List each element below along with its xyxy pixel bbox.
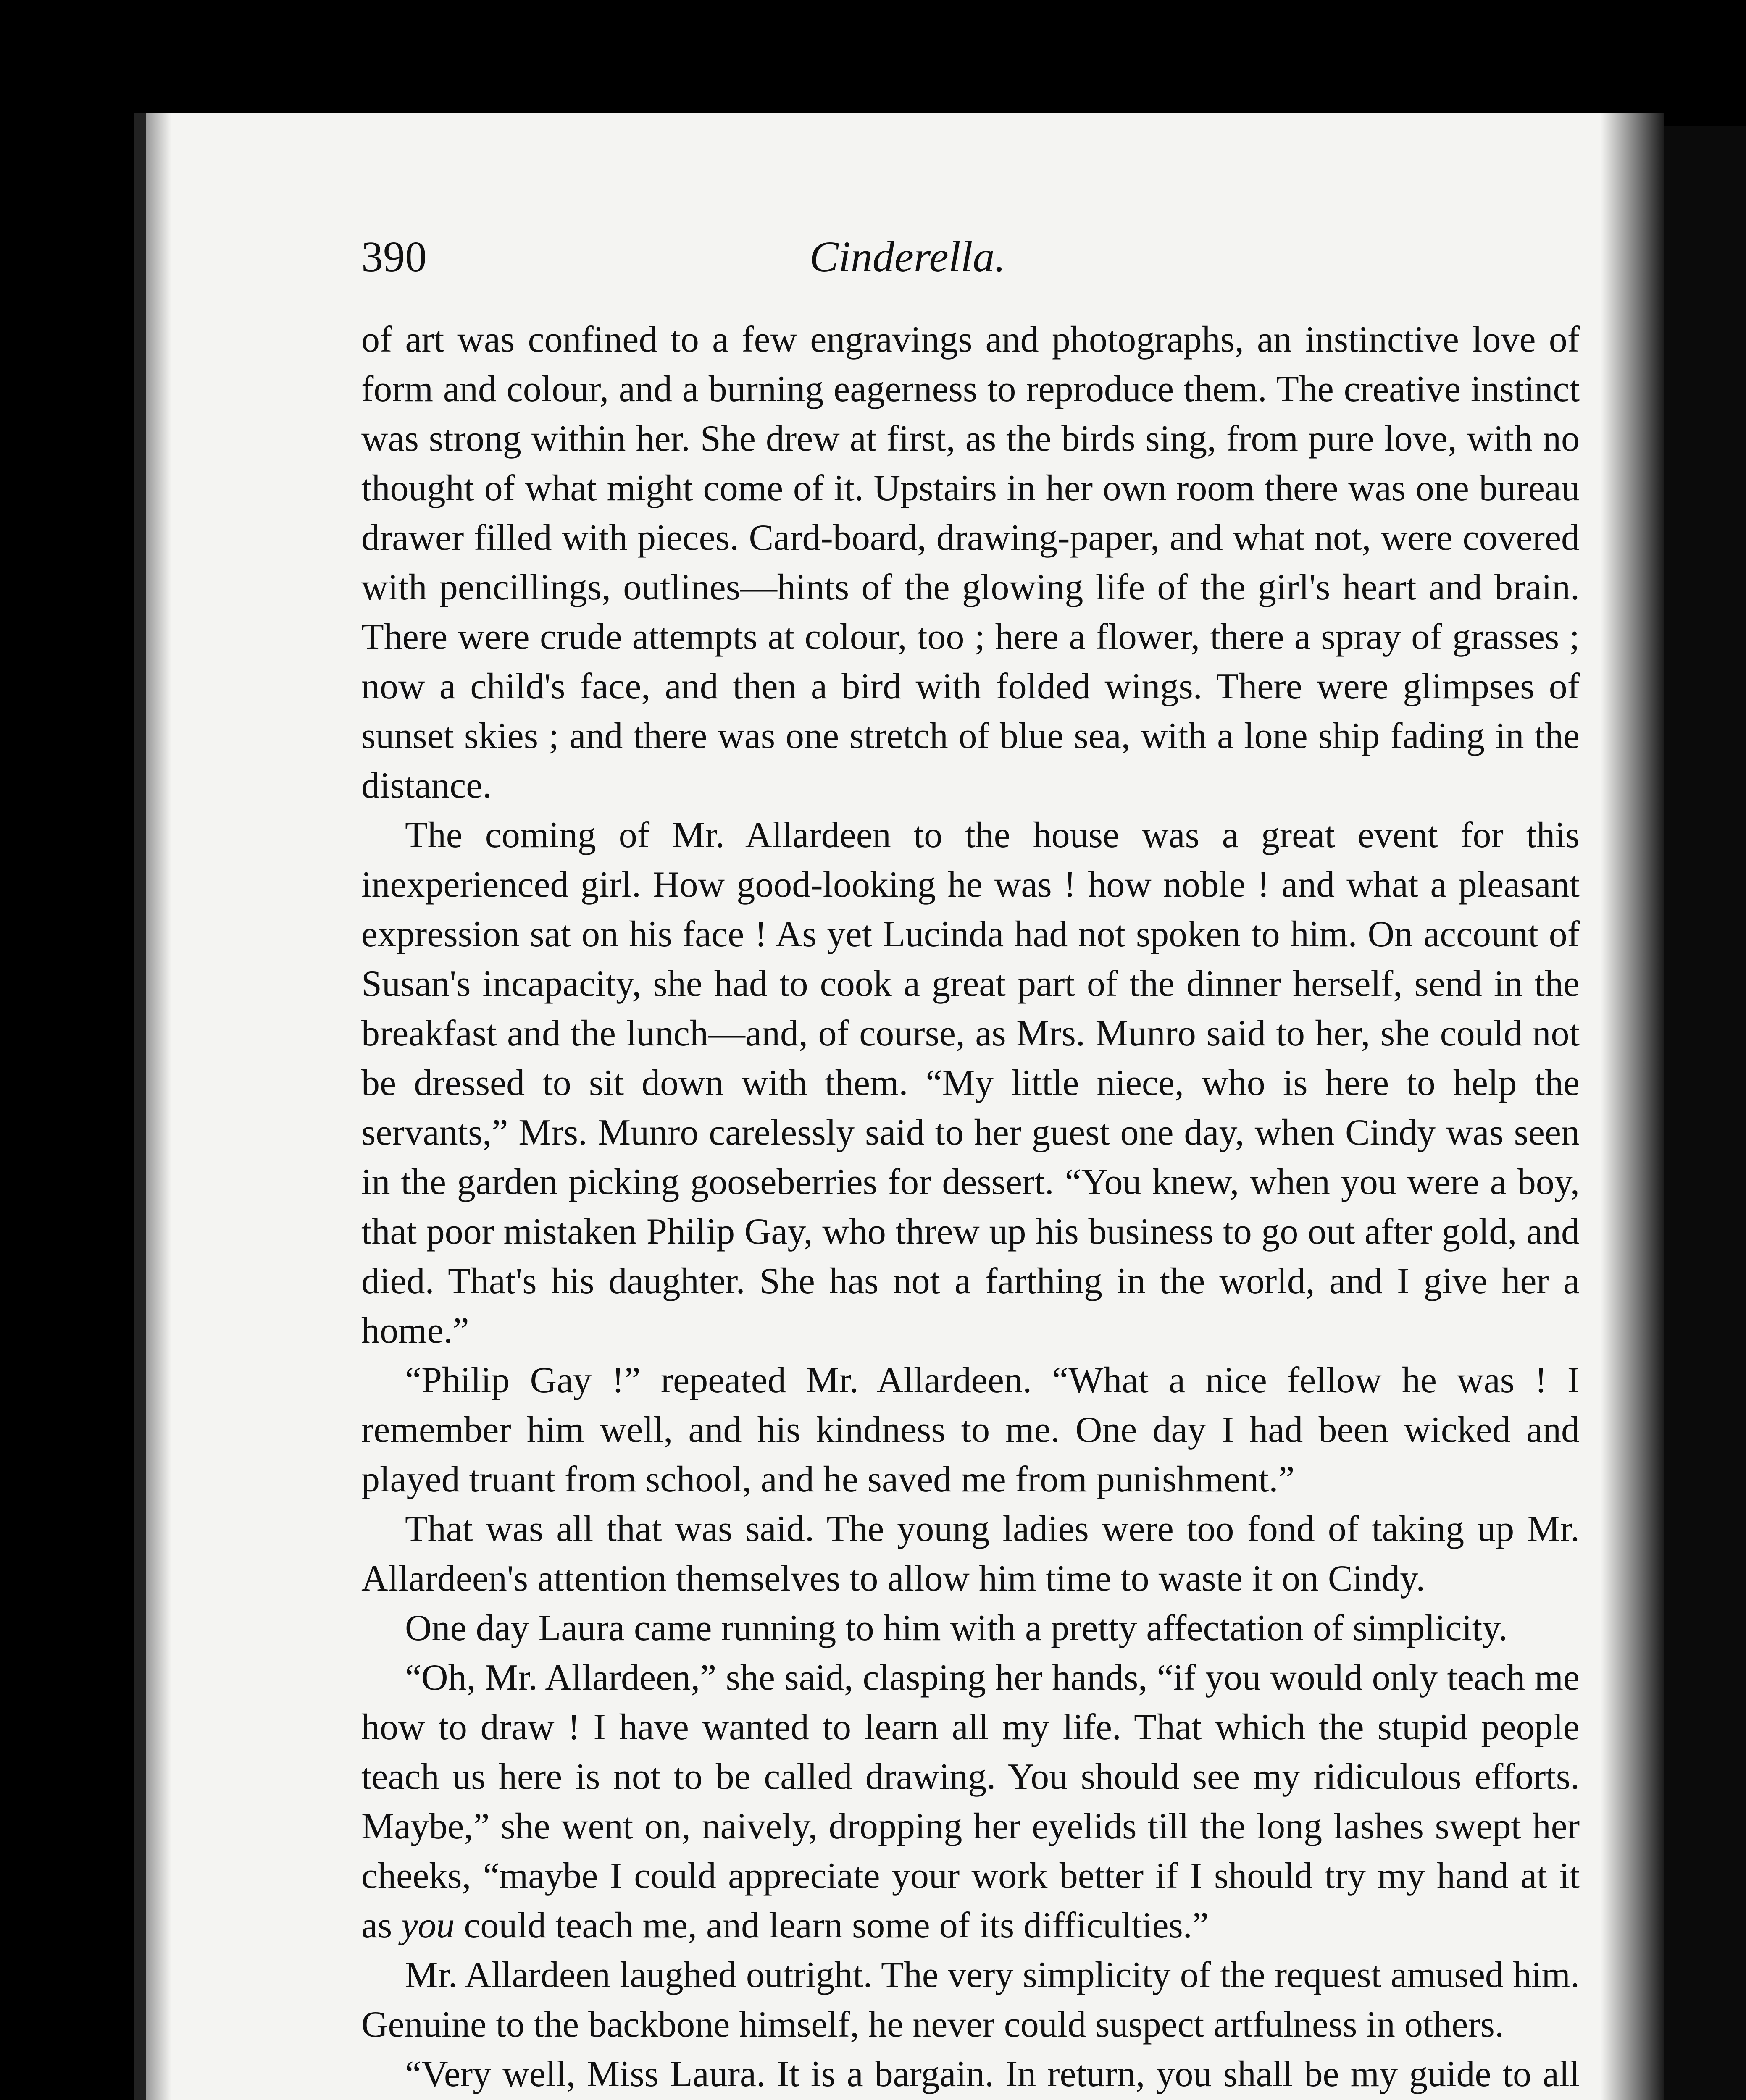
paragraph-8: “Very well, Miss Laura. It is a bargain. In return, you shall be my guide to all bbox=[405, 2054, 1580, 2095]
body-text bbox=[361, 315, 1580, 2100]
adjacent-page-edge bbox=[1664, 126, 1746, 2100]
page-number: 390 bbox=[361, 233, 427, 281]
page-header bbox=[227, 235, 1588, 302]
paragraph-7: Mr. Allardeen laughed outright. The very simplicity of the request amused him. Genuine to the backbone himself, he never could suspect artfulness in others. bbox=[361, 1955, 1580, 2045]
paragraph-6-text-end: could teach me, and learn some of its difficulties.” bbox=[455, 1905, 1209, 1946]
running-title: Cinderella. bbox=[809, 233, 1006, 281]
paragraph-3: “Philip Gay !” repeated Mr. Allardeen. “What a nice fellow he was ! I remember him well, and his kindness to me. One day I had been wicked and played truant from school, and he saved me from punishment.” bbox=[361, 1360, 1580, 1500]
paragraph-1: of art was confined to a few engravings and photographs, an instinctive love of form and colour, and a burning eagerness to reproduce them. The creative instinct was strong within her. She drew at first, as the birds sing, from pure love, with no thought of what might come of it. Upstairs in her own room there was one bureau drawer filled with pieces. Card-board, drawing-paper, and what not, were covered with pencillings, outlines—hints of the glowing life of the girl's heart and brain. There were crude attempts at colour, too ; here a flower, there a spray of grasses ; now a child's face, and then a bird with folded wings. There were glimpses of sunset skies ; and there was one stretch of blue sea, with a lone ship fading in the distance. bbox=[361, 319, 1580, 806]
paragraph-2: The coming of Mr. Allardeen to the house was a great event for this inexperienced girl. How good-looking he was ! how noble ! and what a pleasant expression sat on his face ! As yet Lucinda had not spoken to him. On account of Susan's incapacity, she had to cook a great part of the dinner herself, send in the breakfast and the lunch—and, of course, as Mrs. Munro said to her, she could not be dressed to sit down with them. “My little niece, who is here to help the servants,” Mrs. Munro carelessly said to her guest one day, when Cindy was seen in the garden picking gooseberries for dessert. “You knew, when you were a boy, that poor mistaken Philip Gay, who threw up his business to go out after gold, and died. That's his daughter. She has not a farthing in the world, and I give her a home.” bbox=[361, 815, 1580, 1351]
paragraph-6 bbox=[361, 1653, 1580, 1950]
italic-emphasis: you bbox=[401, 1905, 455, 1946]
paragraph-6-text-start: “Oh, Mr. Allardeen,” she said, clasping her hands, “if you would only teach me how to draw ! I have wanted to learn all my life. That which the stupid people teach us here is not to be called drawing. You should see my ridiculous efforts. Maybe,” she went on, naively, dropping her eyelids till the long lashes swept her cheeks, “maybe I could appreciate your work better if I should try my hand at it as bbox=[361, 1657, 1580, 1946]
paragraph-5: One day Laura came running to him with a pretty affectation of simplicity. bbox=[405, 1608, 1508, 1648]
paragraph-4: That was all that was said. The young ladies were too fond of taking up Mr. Allardeen's attention themselves to allow him time to waste it on Cindy. bbox=[361, 1509, 1580, 1599]
